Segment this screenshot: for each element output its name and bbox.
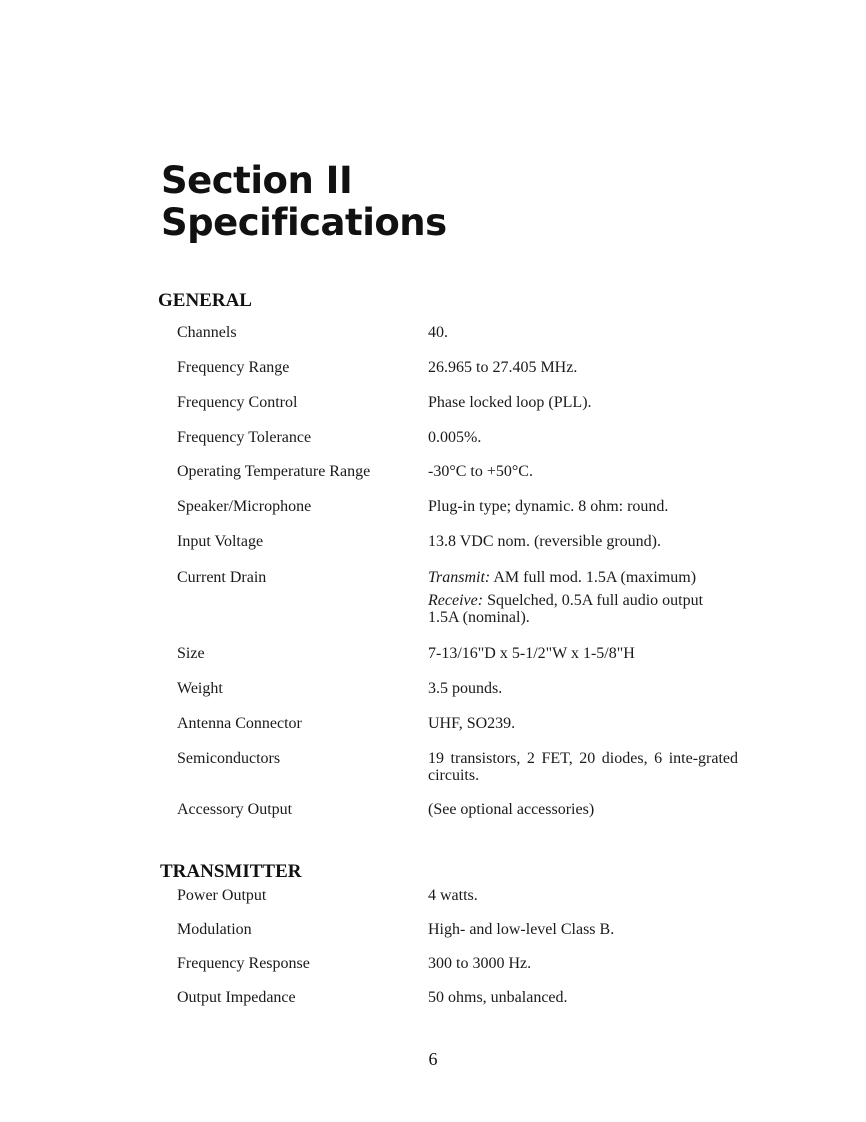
- spec-label: Power Output: [177, 887, 267, 904]
- receive-label: Receive:: [428, 592, 484, 609]
- spec-value: 26.965 to 27.405 MHz.: [428, 359, 578, 376]
- spec-value: 3.5 pounds.: [428, 680, 503, 697]
- spec-value: 300 to 3000 Hz.: [428, 955, 532, 972]
- spec-label: Frequency Tolerance: [177, 429, 312, 446]
- spec-label: Frequency Response: [177, 955, 310, 972]
- spec-value: Phase locked loop (PLL).: [428, 394, 592, 411]
- spec-label: Antenna Connector: [177, 715, 302, 732]
- spec-label: Current Drain: [177, 569, 267, 586]
- spec-value: 7-13/16"D x 5-1/2"W x 1-5/8"H: [428, 645, 635, 662]
- spec-value: High- and low-level Class B.: [428, 921, 615, 938]
- spec-label: Output Impedance: [177, 989, 296, 1006]
- spec-label: Size: [177, 645, 205, 662]
- spec-label: Frequency Range: [177, 359, 290, 376]
- title-line-section: Section II: [161, 159, 353, 202]
- transmit-text: AM full mod. 1.5A (maximum): [493, 569, 697, 586]
- spec-label: Input Voltage: [177, 533, 264, 550]
- transmit-line: [428, 569, 738, 586]
- spec-value: [428, 569, 738, 626]
- spec-value: 50 ohms, unbalanced.: [428, 989, 568, 1006]
- spec-label: Accessory Output: [177, 801, 293, 818]
- spec-value: 0.005%.: [428, 429, 482, 446]
- page-title: [161, 160, 447, 244]
- title-line-specifications: Specifications: [161, 201, 447, 244]
- receive-text: Squelched, 0.5A full audio output: [487, 592, 704, 609]
- page-number: 6: [428, 1049, 438, 1069]
- spec-label: Frequency Control: [177, 394, 298, 411]
- transmitter-heading: TRANSMITTER: [160, 861, 302, 882]
- spec-label: Speaker/Microphone: [177, 498, 312, 515]
- spec-label: Channels: [177, 324, 237, 341]
- spec-value: 4 watts.: [428, 887, 478, 904]
- spec-label: Weight: [177, 680, 223, 697]
- spec-value: Plug-in type; dynamic. 8 ohm: round.: [428, 498, 669, 515]
- receive-line: [428, 592, 738, 609]
- spec-value: 40.: [428, 324, 448, 341]
- spec-value: [428, 750, 738, 784]
- spec-value: (See optional accessories): [428, 801, 595, 818]
- transmit-label: Transmit:: [428, 569, 491, 586]
- semiconductors-text: 19 transistors, 2 FET, 20 diodes, 6 inte-grated circuits.: [428, 750, 738, 784]
- spec-label: Modulation: [177, 921, 252, 938]
- spec-value: 13.8 VDC nom. (reversible ground).: [428, 533, 661, 550]
- receive-line-2: 1.5A (nominal).: [428, 609, 530, 626]
- spec-value: -30°C to +50°C.: [428, 463, 533, 480]
- spec-value: UHF, SO239.: [428, 715, 516, 732]
- spec-label: Semiconductors: [177, 750, 281, 767]
- general-heading: GENERAL: [158, 290, 252, 311]
- spec-label: Operating Temperature Range: [177, 463, 371, 480]
